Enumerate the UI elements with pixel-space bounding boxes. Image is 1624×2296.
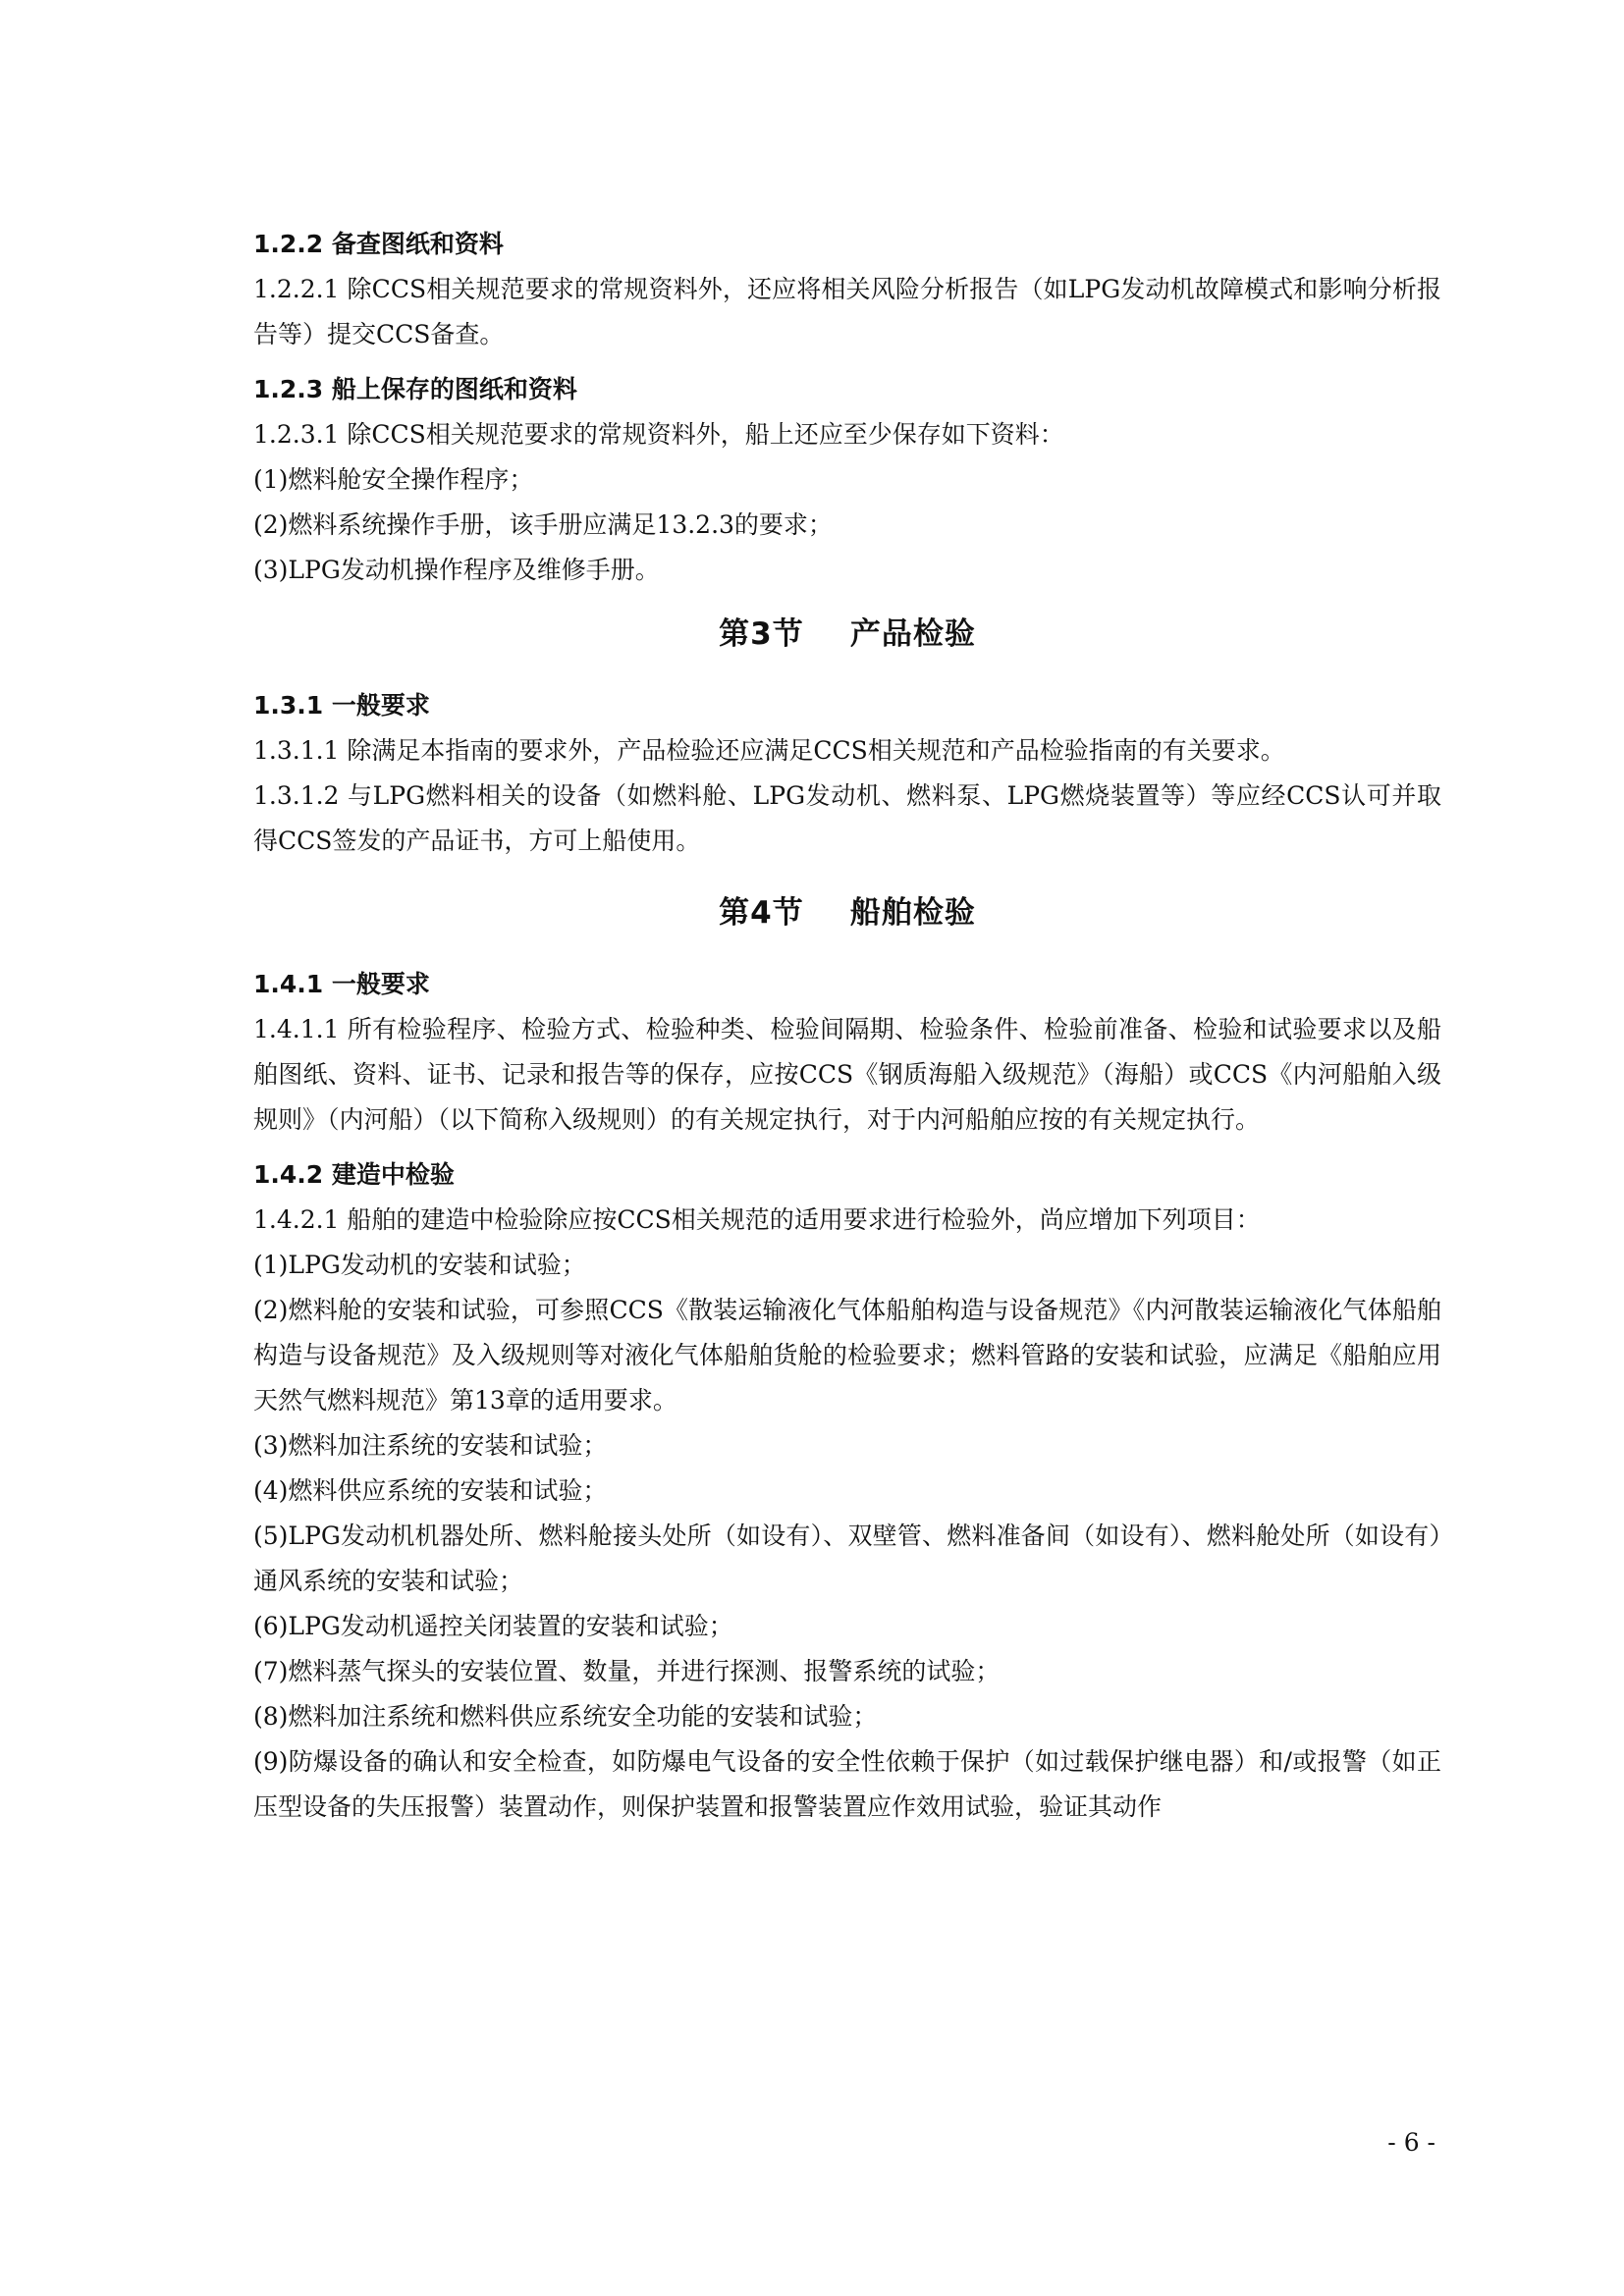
list-item: (3)燃料加注系统的安装和试验； bbox=[253, 1431, 608, 1460]
list-item: (6)LPG发动机遥控关闭装置的安装和试验； bbox=[253, 1612, 733, 1640]
clause-1-2-2-1: 1.2.2.1 除CCS相关规范要求的常规资料外，还应将相关风险分析报告（如LPG发动机故障模式和影响分析报告等）提交CCS备查。 bbox=[253, 275, 1441, 348]
list-item: (7)燃料蒸气探头的安装位置、数量，并进行探测、报警系统的试验； bbox=[253, 1657, 1001, 1685]
heading-1-2-3: 1.2.3 船上保存的图纸和资料 bbox=[253, 375, 577, 403]
list-item: (4)燃料供应系统的安装和试验； bbox=[253, 1476, 608, 1505]
list-item: (2)燃料系统操作手册，该手册应满足13.2.3的要求； bbox=[253, 510, 833, 539]
page-number: - 6 - bbox=[1387, 2128, 1435, 2157]
heading-1-4-2: 1.4.2 建造中检验 bbox=[253, 1160, 455, 1189]
clause-1-3-1-1: 1.3.1.1 除满足本指南的要求外，产品检验还应满足CCS相关规范和产品检验指南的有关要求。 bbox=[253, 736, 1285, 765]
heading-1-3-1: 1.3.1 一般要求 bbox=[253, 691, 430, 720]
list-item: (1)LPG发动机的安装和试验； bbox=[253, 1251, 586, 1279]
clause-1-3-1-2: 1.3.1.2 与LPG燃料相关的设备（如燃料舱、LPG发动机、燃料泵、LPG燃烧装置等）等应经CCS认可并取得CCS签发的产品证书，方可上船使用。 bbox=[253, 781, 1441, 855]
list-item: (5)LPG发动机机器处所、燃料舱接头处所（如设有）、双壁管、燃料准备间（如设有）、燃料舱处所（如设有）通风系统的安装和试验； bbox=[253, 1522, 1441, 1595]
list-item: (1)燃料舱安全操作程序； bbox=[253, 465, 534, 494]
clause-1-4-2-1: 1.4.2.1 船舶的建造中检验除应按CCS相关规范的适用要求进行检验外，尚应增加下列项目： bbox=[253, 1205, 1261, 1234]
heading-1-4-1: 1.4.1 一般要求 bbox=[253, 970, 430, 998]
heading-1-2-2: 1.2.2 备查图纸和资料 bbox=[253, 230, 504, 258]
list-item: (2)燃料舱的安装和试验，可参照CCS《散装运输液化气体船舶构造与设备规范》《内河散装运输液化气体船舶构造与设备规范》及入级规则等对液化气体船舶货舱的检验要求；燃料管路的安装和试验，应满足《船舶应用天然气燃料规范》第13章的适用要求。 bbox=[253, 1296, 1441, 1415]
list-item: (3)LPG发动机操作程序及维修手册。 bbox=[253, 556, 660, 584]
clause-1-4-1-1: 1.4.1.1 所有检验程序、检验方式、检验种类、检验间隔期、检验条件、检验前准备、检验和试验要求以及船舶图纸、资料、证书、记录和报告等的保存，应按CCS《钢质海船入级规范》（海船）或CCS《内河船舶入级规则》（内河船）（以下简称入级规则）的有关规定执行，对于内河船舶应按的有关规定执行。 bbox=[253, 1015, 1441, 1134]
section-4-title: 第4节 船舶检验 bbox=[719, 895, 976, 931]
section-3-title: 第3节 产品检验 bbox=[719, 616, 976, 652]
list-item: (9)防爆设备的确认和安全检查，如防爆电气设备的安全性依赖于保护（如过载保护继电器）和/或报警（如正压型设备的失压报警）装置动作，则保护装置和报警装置应作效用试验，验证其动作 bbox=[253, 1747, 1441, 1821]
clause-1-2-3-1: 1.2.3.1 除CCS相关规范要求的常规资料外，船上还应至少保存如下资料： bbox=[253, 420, 1064, 449]
page-content bbox=[253, 222, 1441, 1830]
list-item: (8)燃料加注系统和燃料供应系统安全功能的安装和试验； bbox=[253, 1702, 878, 1731]
